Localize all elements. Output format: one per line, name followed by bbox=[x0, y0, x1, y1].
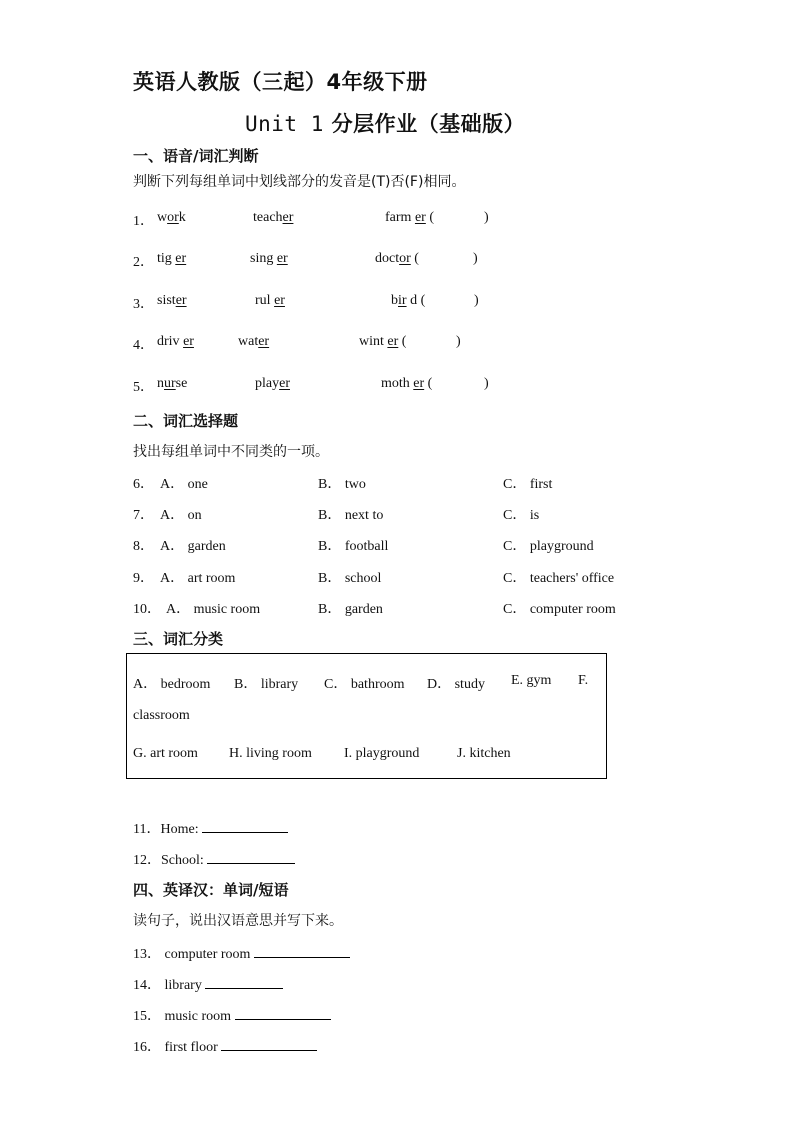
answer-blank[interactable] bbox=[221, 1037, 317, 1051]
word-bank-item: classroom bbox=[133, 708, 190, 723]
question-number: 12． bbox=[133, 853, 161, 868]
section4-instruction: 读句子，说出汉语意思并写下来。 bbox=[133, 913, 343, 929]
underlined-sound: or bbox=[167, 210, 179, 225]
answer-paren[interactable]: ) bbox=[484, 376, 489, 391]
word-cell bbox=[385, 210, 434, 226]
section2-heading: 二、词汇选择题 bbox=[133, 412, 239, 430]
word-cell bbox=[250, 251, 288, 267]
section4-heading: 四、英译汉：单词/短语 bbox=[133, 881, 289, 899]
word-cell bbox=[359, 334, 406, 350]
question-number: 10． bbox=[133, 602, 161, 617]
translation-question bbox=[133, 1005, 331, 1025]
word-cell bbox=[157, 334, 194, 350]
option-c[interactable]: C． playground bbox=[503, 539, 594, 554]
word: tig er bbox=[157, 251, 187, 266]
word: work bbox=[157, 210, 186, 225]
translation-question bbox=[133, 974, 283, 994]
word: nurse bbox=[157, 376, 188, 391]
question-number: 8． bbox=[133, 539, 154, 554]
question-number: 7． bbox=[133, 508, 154, 523]
question-number: 11． bbox=[133, 822, 161, 837]
word: sister bbox=[157, 293, 187, 308]
word-cell bbox=[253, 210, 293, 226]
word-cell bbox=[238, 334, 269, 350]
document-subtitle bbox=[245, 108, 525, 138]
question-number: 2． bbox=[133, 255, 154, 270]
unit-label: Unit 1 bbox=[245, 112, 324, 136]
answer-blank[interactable] bbox=[205, 975, 283, 989]
word-cell bbox=[157, 251, 186, 267]
answer-blank[interactable] bbox=[202, 819, 288, 833]
question-label: School: bbox=[161, 853, 204, 868]
word-cell bbox=[375, 251, 419, 267]
word-bank-item: G. art room bbox=[133, 746, 198, 761]
option-c[interactable]: C． is bbox=[503, 508, 540, 523]
word-cell bbox=[157, 210, 186, 226]
translation-question bbox=[133, 1036, 317, 1056]
question-number: 6． bbox=[133, 477, 154, 492]
section3-heading: 三、词汇分类 bbox=[133, 630, 224, 648]
question-number: 1． bbox=[133, 214, 154, 229]
word-bank-item: E. gym bbox=[511, 673, 552, 688]
question-number: 9． bbox=[133, 571, 154, 586]
option-c[interactable]: C． first bbox=[503, 477, 553, 492]
answer-paren[interactable]: ) bbox=[473, 251, 478, 266]
word-cell bbox=[157, 293, 187, 309]
option-b[interactable]: B． garden bbox=[318, 602, 383, 617]
word: bir d ( bbox=[391, 293, 426, 308]
option-c[interactable]: C． teachers' office bbox=[503, 571, 615, 586]
word: water bbox=[238, 334, 270, 349]
option-a[interactable]: A． on bbox=[160, 508, 202, 523]
phrase: computer room bbox=[161, 947, 254, 962]
answer-paren[interactable]: ) bbox=[456, 334, 461, 349]
option-a[interactable]: A． one bbox=[160, 477, 208, 492]
underlined-sound: er bbox=[258, 334, 270, 349]
question-11 bbox=[133, 818, 288, 838]
option-b[interactable]: B． two bbox=[318, 477, 366, 492]
phrase: library bbox=[161, 978, 206, 993]
question-label: Home: bbox=[160, 822, 199, 837]
option-a[interactable]: A． art room bbox=[160, 571, 236, 586]
subtitle-text: 分层作业（基础版） bbox=[331, 112, 526, 136]
underlined-sound: er bbox=[175, 293, 187, 308]
word: rul er bbox=[255, 293, 285, 308]
section1-heading: 一、语音/词汇判断 bbox=[133, 147, 259, 165]
question-number: 5． bbox=[133, 380, 154, 395]
option-b[interactable]: B． school bbox=[318, 571, 382, 586]
question-number: 13． bbox=[133, 947, 161, 962]
document-title: 英语人教版（三起）4年级下册 bbox=[133, 70, 428, 94]
phrase: music room bbox=[161, 1009, 235, 1024]
question-number: 16． bbox=[133, 1040, 161, 1055]
word-bank-item: F. bbox=[578, 673, 589, 688]
underlined-sound: or bbox=[399, 251, 411, 266]
answer-paren[interactable]: ) bbox=[474, 293, 479, 308]
word: wint er ( bbox=[359, 334, 407, 349]
translation-question bbox=[133, 943, 350, 963]
question-number: 3． bbox=[133, 297, 154, 312]
question-number: 15． bbox=[133, 1009, 161, 1024]
answer-paren[interactable]: ) bbox=[484, 210, 489, 225]
option-a[interactable]: A． garden bbox=[160, 539, 226, 554]
word: sing er bbox=[250, 251, 288, 266]
underlined-sound: er bbox=[387, 334, 399, 349]
word-cell bbox=[255, 376, 290, 392]
question-12 bbox=[133, 849, 295, 869]
option-b[interactable]: B． football bbox=[318, 539, 389, 554]
underlined-sound: er bbox=[274, 293, 285, 308]
underlined-sound: er bbox=[183, 334, 194, 349]
underlined-sound: er bbox=[414, 210, 426, 225]
section2-instruction: 找出每组单词中不同类的一项。 bbox=[133, 444, 329, 460]
word-bank-item: B． library bbox=[234, 677, 299, 692]
word-bank-item: C． bathroom bbox=[324, 677, 405, 692]
section1-instruction: 判断下列每组单词中划线部分的发音是(T)否(F)相同。 bbox=[133, 174, 466, 190]
question-number: 4． bbox=[133, 338, 154, 353]
underlined-sound: ur bbox=[164, 376, 176, 391]
word-cell bbox=[255, 293, 285, 309]
word: teacher bbox=[253, 210, 294, 225]
word-bank-item: I. playground bbox=[344, 746, 420, 761]
word-cell bbox=[391, 293, 425, 309]
word: driv er bbox=[157, 334, 194, 349]
answer-blank[interactable] bbox=[235, 1006, 331, 1020]
word-bank-item: A． bedroom bbox=[133, 677, 211, 692]
option-c[interactable]: C． computer room bbox=[503, 602, 616, 617]
underlined-sound: er bbox=[282, 210, 294, 225]
word-cell bbox=[157, 376, 187, 392]
underlined-sound: er bbox=[175, 251, 187, 266]
word: farm er ( bbox=[385, 210, 434, 225]
word-cell bbox=[381, 376, 432, 392]
underlined-sound: er bbox=[279, 376, 290, 391]
option-a[interactable]: A． music room bbox=[166, 602, 261, 617]
phrase: first floor bbox=[161, 1040, 222, 1055]
underlined-sound: er bbox=[276, 251, 288, 266]
word: moth er ( bbox=[381, 376, 433, 391]
word: doctor ( bbox=[375, 251, 419, 266]
answer-blank[interactable] bbox=[207, 850, 295, 864]
word-bank-item: H. living room bbox=[229, 746, 312, 761]
answer-blank[interactable] bbox=[254, 944, 350, 958]
underlined-sound: ir bbox=[398, 293, 407, 308]
word-bank-item: D． study bbox=[427, 677, 485, 692]
word-bank-item: J. kitchen bbox=[457, 746, 511, 761]
word: player bbox=[255, 376, 290, 391]
underlined-sound: er bbox=[413, 376, 425, 391]
question-number: 14． bbox=[133, 978, 161, 993]
option-b[interactable]: B． next to bbox=[318, 508, 384, 523]
